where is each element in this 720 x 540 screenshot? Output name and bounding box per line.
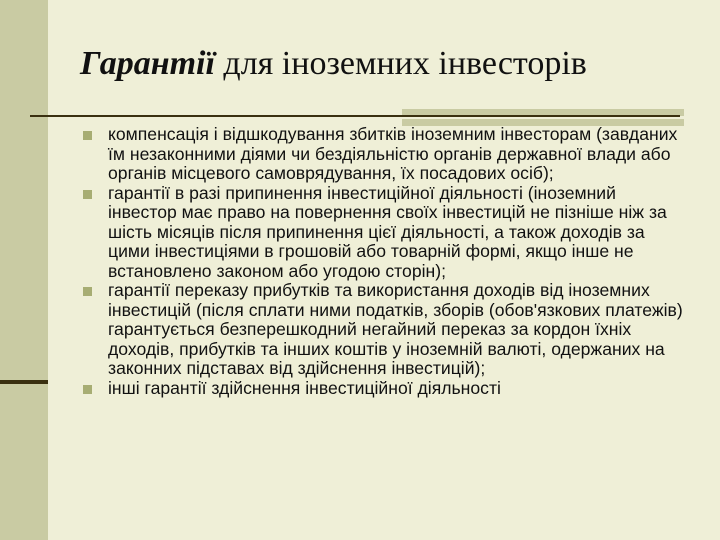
bullet-text: компенсація і відшкодування збитків іноземним інвесторам (завданих їм незаконними діями чи бездіяльністю органів державної влади або органів місцевого самоврядування, їх посадових осіб); [108, 124, 678, 183]
left-sidebar-band [0, 0, 48, 540]
bullet-text: гарантії переказу прибутків та використання доходів від іноземних інвестицій (після сплати ними податків, зборів (обов'язкових платежів) гарантується безперешкодний негайний переказ за кордон їхніх доходів, прибутків та інших коштів у іноземній валюті, одержаних на законних підставах від здійснення інвестицій); [108, 280, 683, 378]
bullet-list [83, 125, 683, 398]
square-bullet-icon [83, 287, 92, 296]
bullet-text: інші гарантії здійснення інвестиційної діяльності [108, 377, 501, 398]
bullet-item [83, 379, 683, 399]
slide-title-rest: для іноземних інвесторів [214, 45, 587, 82]
bullet-text: гарантії в разі припинення інвестиційної діяльності (іноземний інвестор має право на повернення своїх інвестицій не пізніше ніж за шість місяців після припинення цієї діяльності, а також доходів за цими інвестиціями в грошовій або товарній формі, якщо інше не встановлено законом або угодою сторін); [108, 182, 667, 281]
square-bullet-icon [83, 190, 92, 199]
title-underline-rule [30, 115, 680, 117]
sidebar-rule [0, 380, 48, 384]
slide-title [80, 44, 700, 85]
square-bullet-icon [83, 385, 92, 394]
bullet-item [83, 184, 683, 282]
slide-title-emphasis: Гарантії [80, 45, 215, 82]
bullet-item [83, 125, 683, 184]
bullet-item [83, 281, 683, 379]
square-bullet-icon [83, 131, 92, 140]
